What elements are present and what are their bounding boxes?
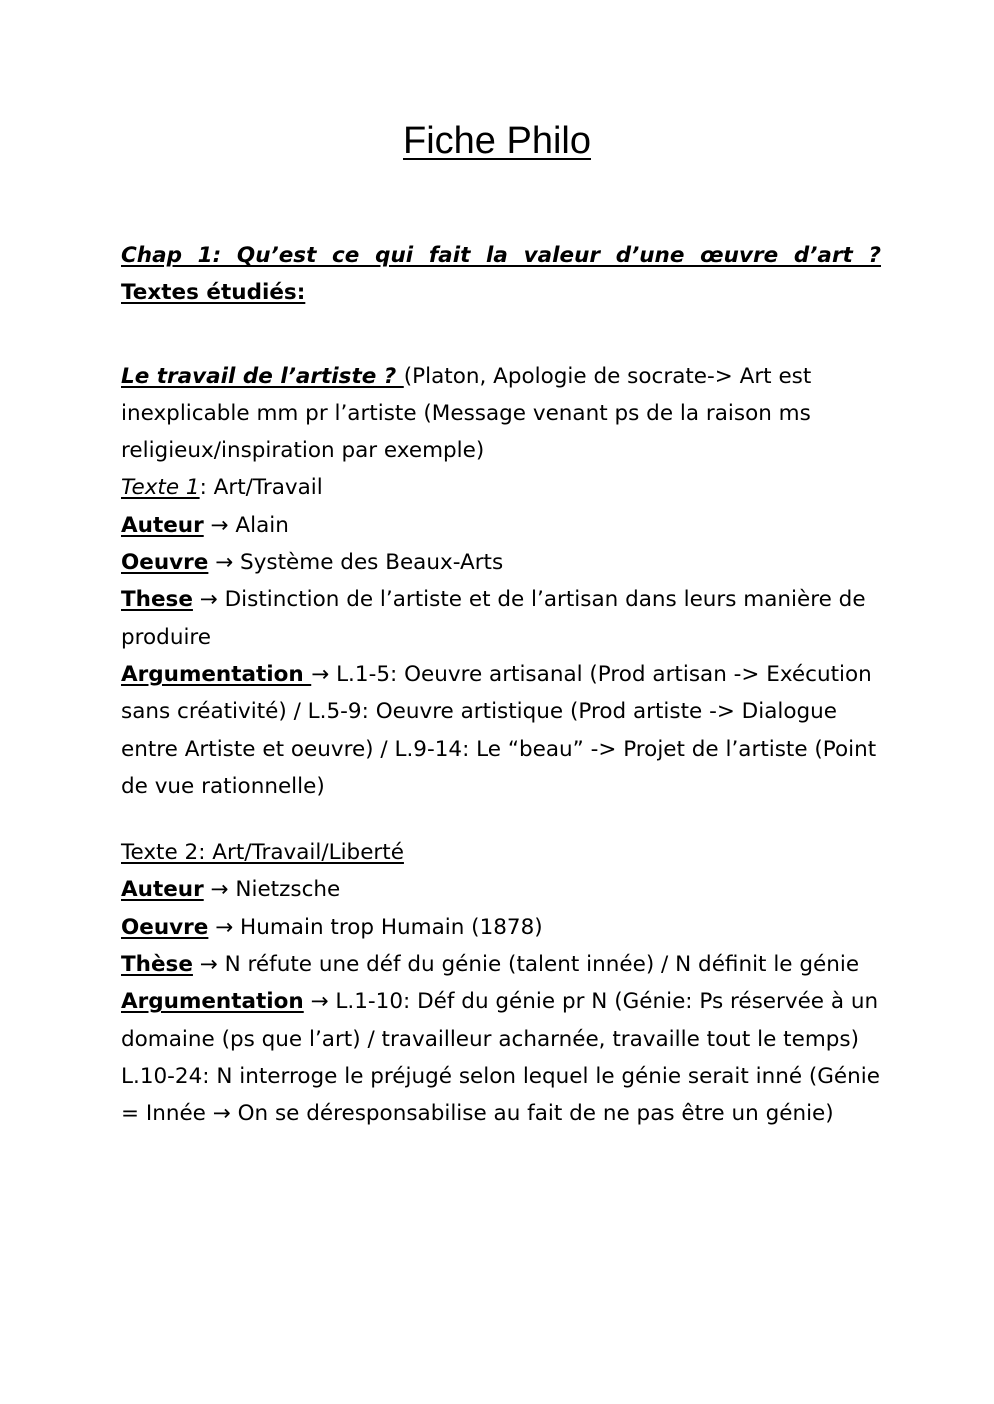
texte2-argumentation: [121, 983, 881, 1132]
document-body: [121, 237, 881, 1133]
texte2-these: [121, 946, 881, 983]
texte1-oeuvre-label: Oeuvre: [121, 550, 209, 576]
texte2-these-value: → N réfute une déf du génie (talent innée) / N définit le génie: [192, 952, 860, 978]
texte1-argumentation-value: → L.1-5: Oeuvre artisanal (Prod artisan -> Exécution sans créativité) / L.5-9: Oeuvre artistique (Prod artiste -> Dialogue entre Artiste et oeuvre) / L.9-14: Le “beau” -> Projet de l’artiste (Point de vue rationnelle): [121, 661, 877, 799]
texte1-auteur-label: Auteur: [121, 512, 204, 538]
chapter-heading: Chap 1: Qu’est ce qui fait la valeur d’une œuvre d’art ?: [121, 243, 881, 268]
texte2-these-label: Thèse: [121, 952, 193, 978]
texte2-auteur: [121, 871, 881, 908]
texte1-heading: [121, 469, 881, 506]
intro-body: (Platon, Apologie de socrate-> Art est inexplicable mm pr l’artiste (Message venant ps de la raison ms religieux/inspiration par exemple): [121, 363, 812, 464]
intro-heading: Le travail de l’artiste ?: [121, 363, 404, 389]
texte1-auteur-value: → Alain: [203, 512, 289, 538]
texte1-auteur: [121, 507, 881, 544]
texte2-argumentation-label: Argumentation: [121, 989, 304, 1015]
texte1-label: Texte 1: [121, 475, 200, 501]
texte2-argumentation-value: → L.1-10: Déf du génie pr N (Génie: Ps réservée à un domaine (ps que l’art) / travailleur acharnée, travaille tout le temps) L.10-24: N interroge le préjugé selon lequel le génie serait inné (Génie = Innée → On se déresponsabilise au fait de ne pas être un génie): [121, 989, 880, 1127]
texte2-oeuvre-label: Oeuvre: [121, 914, 209, 940]
texte1-these: [121, 581, 881, 656]
texts-studied-heading: Textes étudiés:: [121, 280, 306, 306]
texte1-these-label: These: [121, 587, 193, 613]
texte1-argumentation-label: Argumentation: [121, 661, 312, 687]
texte1-topic: : Art/Travail: [199, 475, 323, 501]
texte1-argumentation: [121, 656, 881, 805]
texte1-oeuvre-value: → Système des Beaux-Arts: [208, 550, 504, 576]
document-title: Fiche Philo: [403, 120, 591, 162]
intro-paragraph: [121, 358, 881, 470]
texte1-these-value: → Distinction de l’artiste et de l’artisan dans leurs manière de produire: [121, 587, 866, 650]
texte2-oeuvre-value: → Humain trop Humain (1878): [208, 914, 543, 940]
texte2-heading: Texte 2: Art/Travail/Liberté: [121, 840, 404, 866]
texte2-auteur-label: Auteur: [121, 877, 204, 903]
texte2-auteur-value: → Nietzsche: [203, 877, 341, 903]
texte2-oeuvre: [121, 909, 881, 946]
texte1-oeuvre: [121, 544, 881, 581]
